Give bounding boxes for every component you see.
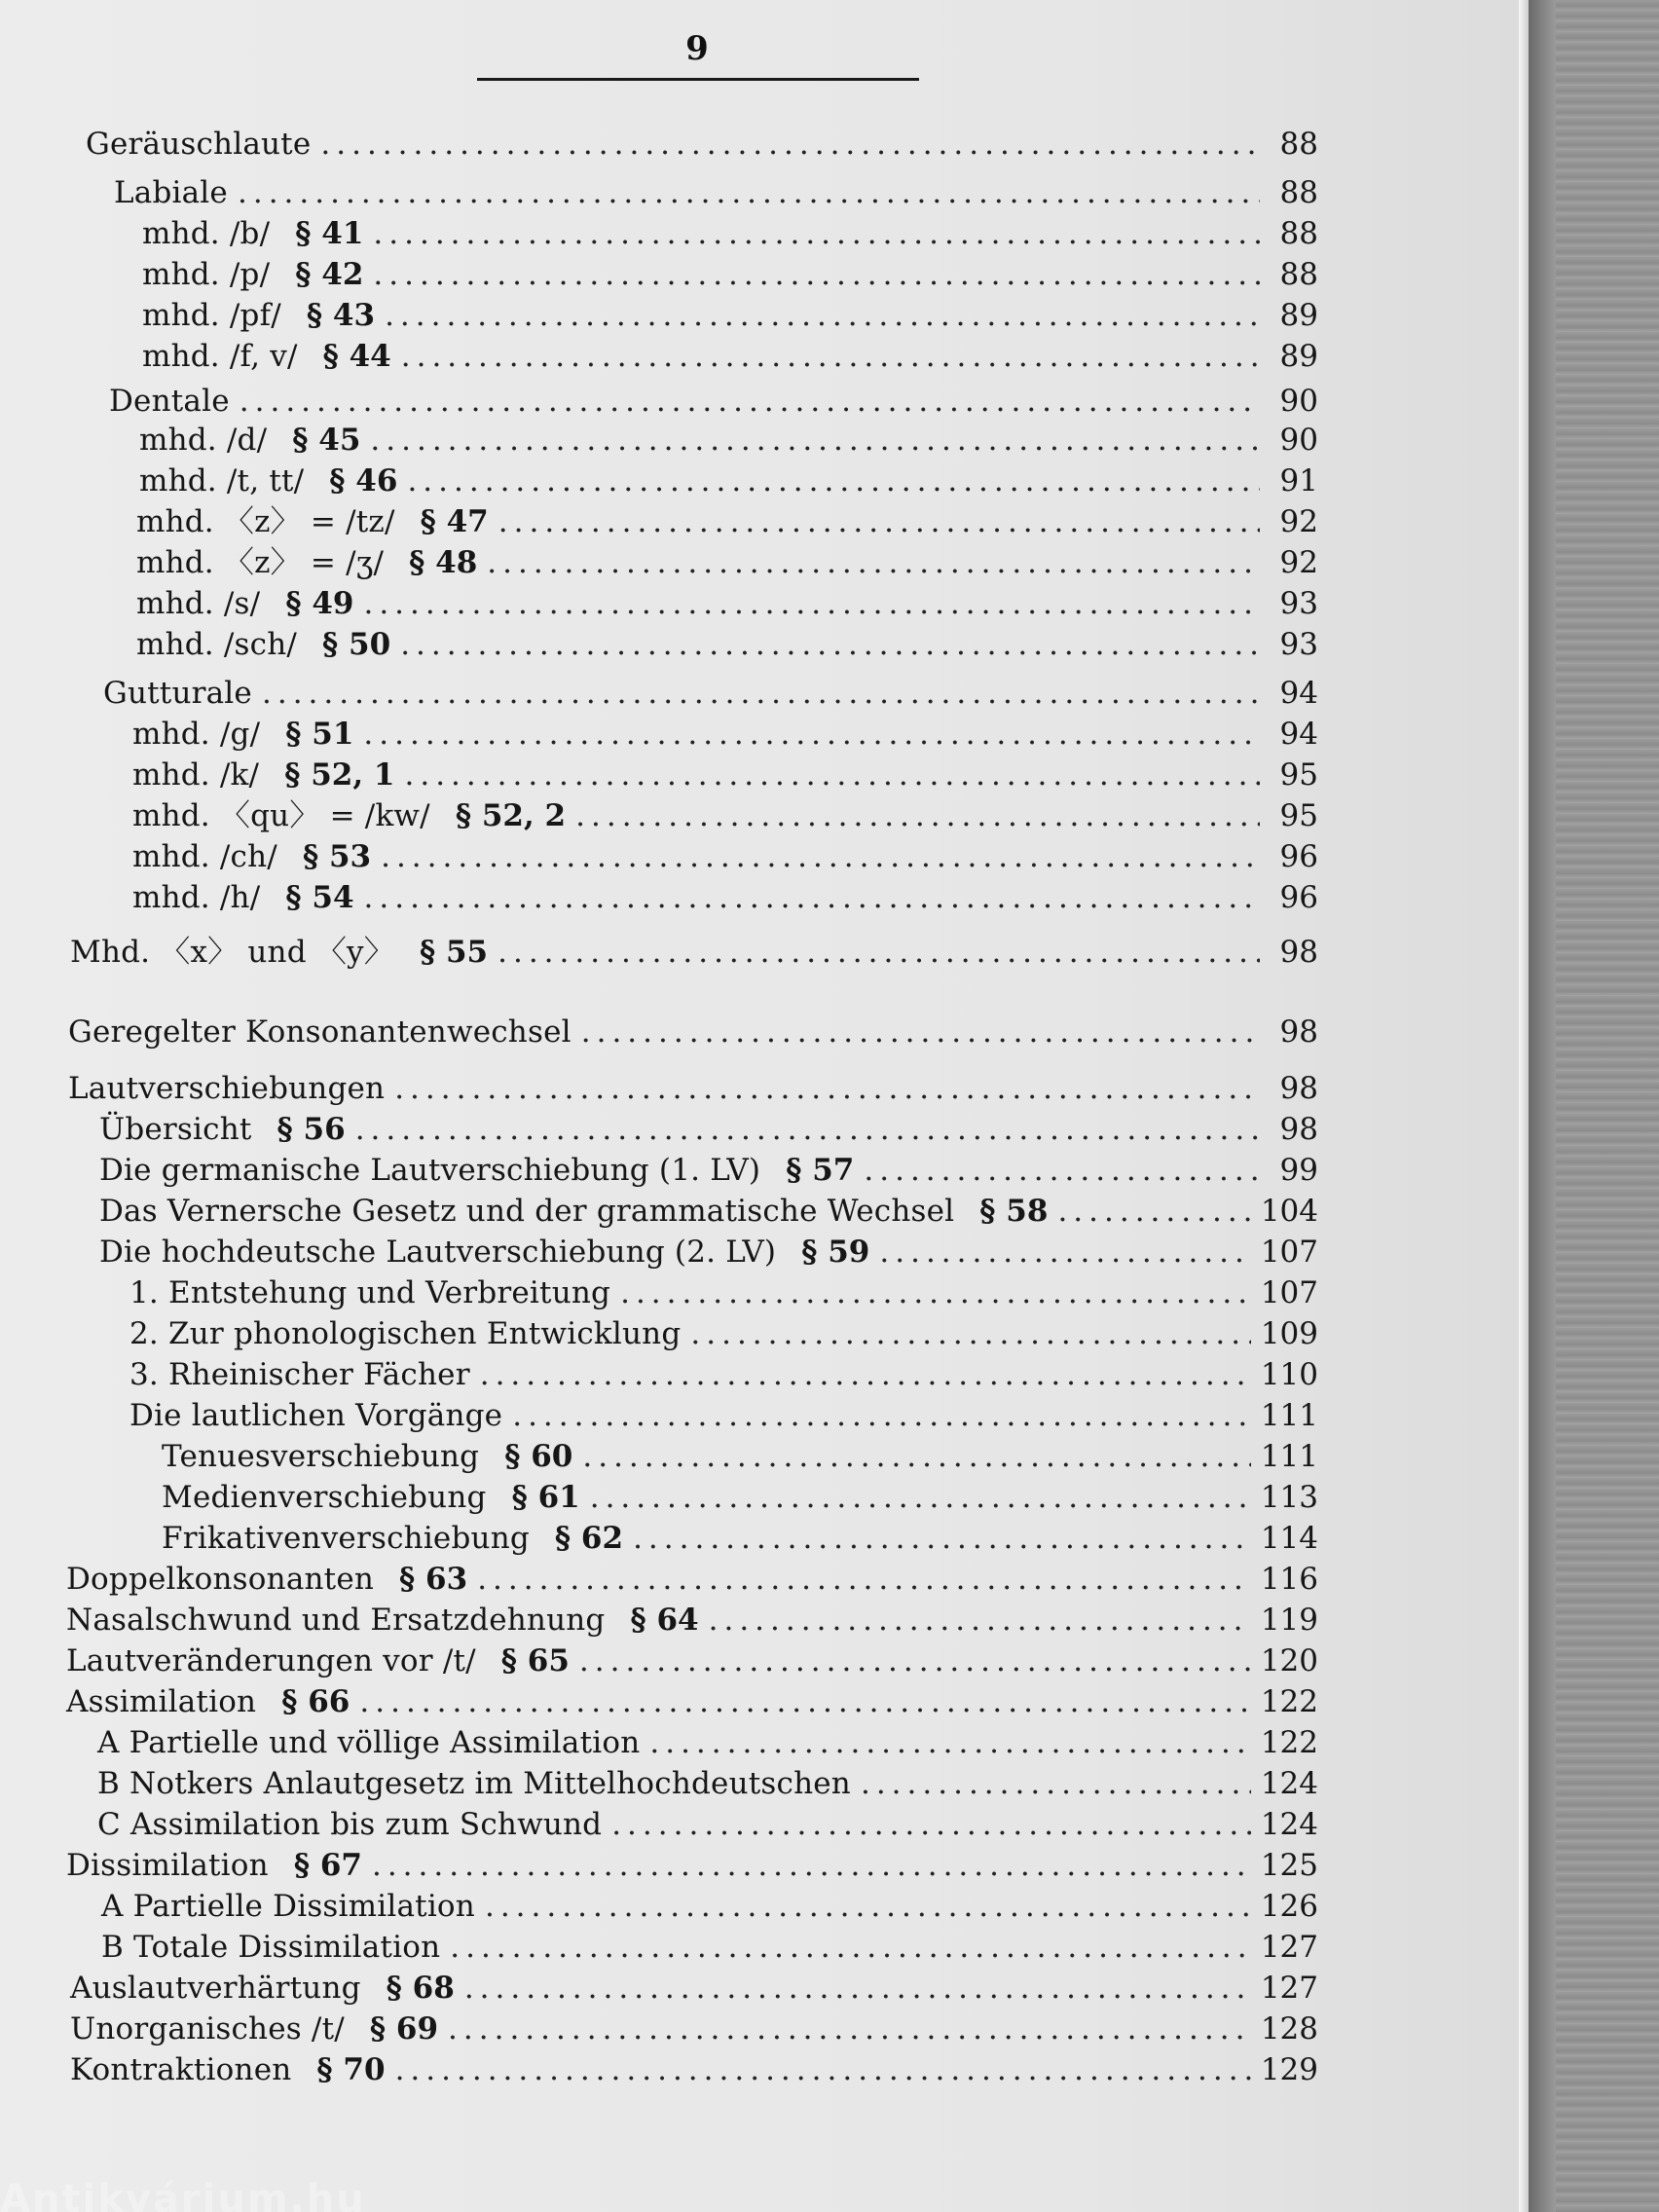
toc-entry [132, 837, 1318, 876]
toc-entry-paragraph: § 56 [276, 1112, 346, 1147]
dot-leader [364, 878, 1260, 917]
toc-entry-title: B Totale Dissimilation [101, 1930, 441, 1965]
dot-leader [498, 933, 1260, 972]
toc-entry [114, 173, 1318, 212]
toc-entry [109, 382, 1318, 421]
toc-entry-page: 122 [1260, 1684, 1318, 1719]
toc-entry-page: 98 [1279, 1014, 1318, 1050]
toc-entry-paragraph: § 41 [295, 216, 364, 251]
toc-entry-page: 92 [1279, 504, 1318, 539]
dot-leader [370, 421, 1260, 460]
toc-entry-title: Die germanische Lautverschiebung (1. LV) [99, 1153, 761, 1188]
toc-entry-page: 110 [1260, 1357, 1318, 1392]
toc-entry-title: Tenuesverschiebung [162, 1439, 480, 1474]
toc-entry [66, 1641, 1318, 1680]
dot-leader [590, 1478, 1251, 1517]
dot-leader [405, 756, 1261, 794]
toc-entry-page: 109 [1260, 1316, 1318, 1351]
toc-entry-title: Labiale [114, 175, 228, 210]
toc-entry [162, 1519, 1318, 1558]
toc-entry-page: 104 [1260, 1194, 1318, 1229]
toc-entry-title: mhd. /pf/ [142, 298, 281, 333]
toc-entry-page: 107 [1260, 1235, 1318, 1270]
toc-entry [97, 1723, 1318, 1762]
toc-entry-title: mhd. /p/ [142, 257, 271, 292]
toc-entry [136, 625, 1318, 664]
toc-entry [132, 878, 1318, 917]
toc-entry [162, 1437, 1318, 1476]
toc-entry-title: 3. Rheinischer Fächer [129, 1357, 470, 1392]
toc-entry [99, 1192, 1318, 1231]
toc-entry [129, 1396, 1318, 1435]
dot-leader [381, 837, 1260, 876]
dot-leader [633, 1519, 1251, 1558]
toc-entry-page: 93 [1279, 586, 1318, 621]
toc-entry-title: mhd. /g/ [132, 717, 261, 752]
toc-entry-title: Assimilation [66, 1684, 257, 1719]
toc-entry-title: mhd. /ch/ [132, 839, 277, 874]
toc-entry-paragraph: § 50 [322, 627, 391, 662]
toc-entry [66, 1601, 1318, 1640]
toc-entry-paragraph: § 43 [306, 298, 376, 333]
toc-entry-title: Übersicht [99, 1112, 252, 1147]
toc-entry-paragraph: § 63 [399, 1562, 468, 1597]
dot-leader [355, 1110, 1260, 1149]
toc-entry-page: 94 [1279, 676, 1318, 711]
toc-entry [139, 421, 1318, 460]
toc-entry [162, 1478, 1318, 1517]
toc-entry-page: 93 [1279, 627, 1318, 662]
dot-leader [579, 1641, 1251, 1680]
toc-entry-title: Medienverschiebung [162, 1480, 487, 1515]
dot-leader [861, 1764, 1251, 1803]
toc-entry-page: 124 [1260, 1807, 1318, 1842]
toc-entry [142, 296, 1318, 335]
toc-entry-title: Das Vernersche Gesetz und der grammatische Wechsel [99, 1194, 955, 1229]
toc-entry [66, 1846, 1318, 1885]
toc-entry-paragraph: § 60 [504, 1439, 573, 1474]
toc-entry [99, 1233, 1318, 1272]
toc-entry-paragraph: § 68 [386, 1971, 455, 2006]
dot-leader [864, 1151, 1260, 1190]
toc-entry-page: 128 [1260, 2011, 1318, 2046]
toc-entry [86, 125, 1318, 164]
toc-entry [70, 2009, 1318, 2048]
dot-leader [709, 1601, 1251, 1640]
toc-entry-page: 92 [1279, 545, 1318, 580]
toc-entry [66, 1560, 1318, 1599]
toc-entry-paragraph: § 66 [281, 1684, 350, 1719]
toc-entry-page: 96 [1279, 839, 1318, 874]
toc-entry-paragraph: § 62 [554, 1521, 624, 1556]
dot-leader [690, 1314, 1250, 1353]
toc-entry-page: 111 [1260, 1439, 1318, 1474]
dot-leader [512, 1396, 1251, 1435]
dot-leader [394, 1069, 1260, 1108]
toc-entry-paragraph: § 57 [786, 1153, 855, 1188]
toc-entry-title: mhd. /b/ [142, 216, 271, 251]
toc-entry-title: mhd. 〈qu〉 = /kw/ [132, 798, 430, 833]
toc-entry-page: 90 [1279, 423, 1318, 458]
toc-entry-paragraph: § 51 [285, 717, 354, 752]
dot-leader [407, 461, 1260, 500]
toc-entry-page: 127 [1260, 1930, 1318, 1965]
toc-entry-title: mhd. 〈z〉 = /tz/ [136, 504, 395, 539]
toc-entry-title: Geräuschlaute [86, 127, 312, 162]
toc-entry [70, 933, 1318, 972]
dot-leader [464, 1969, 1251, 2008]
toc-entry-paragraph: § 48 [409, 545, 478, 580]
toc-entry-title: Auslautverhärtung [70, 1971, 361, 2006]
toc-entry [142, 214, 1318, 253]
toc-entry-paragraph: § 70 [316, 2052, 386, 2087]
dot-leader [879, 1233, 1250, 1272]
toc-entry [99, 1151, 1318, 1190]
dot-leader [498, 502, 1260, 541]
toc-entry-title: C Assimilation bis zum Schwund [97, 1807, 603, 1842]
toc-entry-page: 114 [1260, 1521, 1318, 1556]
toc-entry-title: Gutturale [103, 676, 252, 711]
dot-leader [400, 625, 1260, 664]
toc-entry-paragraph: § 44 [322, 339, 391, 374]
toc-entry [139, 461, 1318, 500]
toc-entry [97, 1805, 1318, 1844]
toc-entry-title: mhd. /t, tt/ [139, 463, 305, 498]
toc-entry [129, 1355, 1318, 1394]
dot-leader [611, 1805, 1251, 1844]
toc-entry-page: 124 [1260, 1766, 1318, 1801]
toc-entry-title: mhd. 〈z〉 = /ʒ/ [136, 545, 385, 580]
toc-entry-page: 89 [1279, 339, 1318, 374]
toc-entry-page: 126 [1260, 1889, 1318, 1924]
toc-entry [101, 1928, 1318, 1967]
toc-entry-title: mhd. /k/ [132, 757, 260, 793]
toc-entry-paragraph: § 65 [500, 1643, 570, 1678]
toc-entry-title: mhd. /d/ [139, 423, 268, 458]
toc-entry-page: 119 [1260, 1603, 1318, 1638]
toc-entry-title: 1. Entstehung und Verbreitung [129, 1275, 611, 1310]
toc-entry-page: 98 [1279, 1112, 1318, 1147]
dot-leader [448, 2009, 1251, 2048]
dot-leader [373, 214, 1260, 253]
toc-entry-paragraph: § 49 [285, 586, 354, 621]
toc-entry-paragraph: § 61 [511, 1480, 580, 1515]
toc-entry-page: 111 [1260, 1398, 1318, 1433]
toc-entry-paragraph: § 67 [293, 1848, 362, 1883]
toc-entry-page: 88 [1279, 175, 1318, 210]
toc-entry-title: B Notkers Anlautgesetz im Mittelhochdeutschen [97, 1766, 851, 1801]
toc-entry-page: 99 [1279, 1153, 1318, 1188]
toc-entry [68, 1069, 1318, 1108]
toc-entry-paragraph: § 45 [292, 423, 361, 458]
toc-entry [70, 2050, 1318, 2089]
dot-leader [575, 796, 1260, 835]
toc-entry-title: Nasalschwund und Ersatzdehnung [66, 1603, 606, 1638]
toc-entry-paragraph: § 42 [295, 257, 364, 292]
background-surface [1556, 0, 1659, 2212]
toc-entry-paragraph: § 55 [419, 935, 489, 970]
page-edge [1519, 0, 1529, 2212]
toc-entry [142, 337, 1318, 376]
watermark: Antikvárium.hu [0, 2177, 366, 2212]
toc-entry [68, 1013, 1318, 1051]
dot-leader [485, 1887, 1251, 1926]
toc-entry-page: 88 [1279, 127, 1318, 162]
dot-leader [359, 1682, 1250, 1721]
dot-leader [240, 382, 1260, 421]
toc-entry-page: 95 [1279, 757, 1318, 793]
dot-leader [649, 1723, 1250, 1762]
toc-entry-paragraph: § 47 [420, 504, 489, 539]
toc-entry [99, 1110, 1318, 1149]
toc-entry-page: 88 [1279, 257, 1318, 292]
toc-entry-title: Dissimilation [66, 1848, 269, 1883]
toc-entry [132, 756, 1318, 794]
toc-entry [136, 502, 1318, 541]
toc-entry-title: mhd. /h/ [132, 880, 261, 915]
toc-entry [97, 1764, 1318, 1803]
dot-leader [487, 543, 1260, 582]
toc-entry-title: Doppelkonsonanten [66, 1562, 375, 1597]
dot-leader [477, 1560, 1251, 1599]
page-number: 9 [685, 29, 709, 68]
dot-leader [385, 296, 1260, 335]
toc-entry-page: 125 [1260, 1848, 1318, 1883]
dot-leader [581, 1013, 1260, 1051]
toc-entry-page: 122 [1260, 1725, 1318, 1760]
toc-entry [132, 715, 1318, 754]
toc-entry-page: 95 [1279, 798, 1318, 833]
toc-entry [103, 674, 1318, 713]
toc-entry-title: A Partielle Dissimilation [101, 1889, 475, 1924]
toc-entry-paragraph: § 52, 1 [284, 757, 395, 793]
toc-entry-title: Lautverschiebungen [68, 1071, 386, 1106]
dot-leader [262, 674, 1260, 713]
toc-entry-title: Kontraktionen [70, 2052, 292, 2087]
dot-leader [480, 1355, 1251, 1394]
toc-entry-page: 94 [1279, 717, 1318, 752]
toc-entry-title: Lautveränderungen vor /t/ [66, 1643, 476, 1678]
dot-leader [582, 1437, 1250, 1476]
dot-leader [395, 2050, 1251, 2089]
toc-entry-page: 98 [1279, 935, 1318, 970]
toc-entry-paragraph: § 54 [285, 880, 354, 915]
dot-leader [450, 1928, 1251, 1967]
book-spine-shadow [1529, 0, 1556, 2212]
toc-entry-title: mhd. /sch/ [136, 627, 298, 662]
dot-leader [363, 715, 1260, 754]
toc-entry-title: mhd. /f, v/ [142, 339, 298, 374]
toc-entry-paragraph: § 64 [630, 1603, 699, 1638]
toc-entry-page: 91 [1279, 463, 1318, 498]
toc-entry-page: 88 [1279, 216, 1318, 251]
toc-entry-title: 2. Zur phonologischen Entwicklung [129, 1316, 682, 1351]
toc-entry-page: 120 [1260, 1643, 1318, 1678]
toc-entry-paragraph: § 46 [329, 463, 398, 498]
toc-entry-paragraph: § 52, 2 [455, 798, 567, 833]
dot-leader [372, 1846, 1251, 1885]
toc-entry-page: 96 [1279, 880, 1318, 915]
toc-entry [136, 584, 1318, 623]
toc-entry-paragraph: § 58 [979, 1194, 1049, 1229]
dot-leader [1057, 1192, 1250, 1231]
toc-entry-page: 98 [1279, 1071, 1318, 1106]
toc-entry [136, 543, 1318, 582]
toc-entry-paragraph: § 69 [369, 2011, 439, 2046]
toc-entry-paragraph: § 59 [801, 1235, 870, 1270]
toc-entry-title: Die hochdeutsche Lautverschiebung (2. LV) [99, 1235, 777, 1270]
toc-entry-title: mhd. /s/ [136, 586, 261, 621]
toc-entry-page: 129 [1260, 2052, 1318, 2087]
toc-entry-title: Unorganisches /t/ [70, 2011, 345, 2046]
toc-entry-page: 90 [1279, 384, 1318, 419]
toc-entry-title: A Partielle und völlige Assimilation [97, 1725, 641, 1760]
toc-entry [101, 1887, 1318, 1926]
dot-leader [373, 255, 1260, 294]
toc-entry [66, 1682, 1318, 1721]
dot-leader [401, 337, 1260, 376]
toc-entry-title: Geregelter Konsonantenwechsel [68, 1014, 571, 1050]
dot-leader [620, 1273, 1251, 1312]
toc-entry-title: Die lautlichen Vorgänge [129, 1398, 503, 1433]
header-rule [477, 78, 919, 81]
dot-leader [238, 173, 1260, 212]
toc-entry-page: 113 [1260, 1480, 1318, 1515]
toc-entry-title: Mhd. 〈x〉 und 〈y〉 [70, 935, 394, 970]
toc-entry [129, 1314, 1318, 1353]
dot-leader [320, 125, 1260, 164]
toc-entry [132, 796, 1318, 835]
dot-leader [363, 584, 1260, 623]
toc-entry-page: 127 [1260, 1971, 1318, 2006]
toc-entry [142, 255, 1318, 294]
toc-entry [70, 1969, 1318, 2008]
toc-entry-paragraph: § 53 [302, 839, 372, 874]
toc-entry-page: 107 [1260, 1275, 1318, 1310]
toc-entry-title: Dentale [109, 384, 230, 419]
toc-entry [129, 1273, 1318, 1312]
toc-entry-page: 116 [1260, 1562, 1318, 1597]
toc-entry-page: 89 [1279, 298, 1318, 333]
toc-entry-title: Frikativenverschiebung [162, 1521, 530, 1556]
